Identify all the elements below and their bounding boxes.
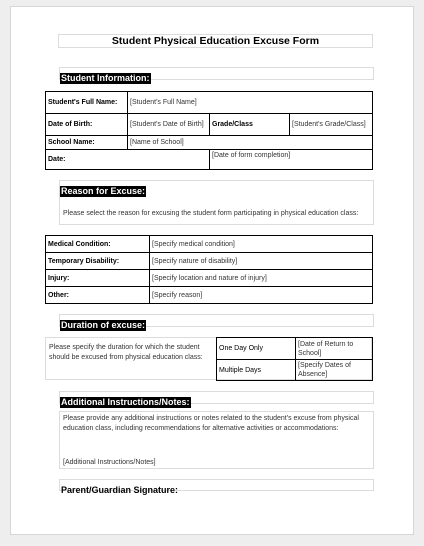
injury-label: Injury: [46, 270, 150, 287]
student-info-heading-box [59, 67, 374, 83]
date-field[interactable]: [Date of form completion] [210, 150, 373, 170]
student-name-field[interactable]: [Student's Full Name] [128, 92, 373, 114]
school-label: School Name: [46, 136, 128, 150]
additional-instruction: Please provide any additional instructions or notes related to the student's excuse from physical education class, including recommendations for alternative activities or accommodations: [63, 415, 359, 432]
duration-instruction: Please specify the duration for which the student should be excused from physical education class: [49, 344, 203, 361]
school-field[interactable]: [Name of School] [128, 136, 373, 150]
signature-heading: Parent/Guardian Signature: [61, 485, 179, 495]
student-name-label: Student's Full Name: [46, 92, 128, 114]
date-label: Date: [46, 150, 210, 170]
additional-notes-field[interactable]: [Additional Instructions/Notes] [63, 459, 156, 466]
form-title: Student Physical Education Excuse Form [58, 34, 373, 48]
grade-field[interactable]: [Student's Grade/Class] [290, 114, 373, 136]
signature-box [59, 479, 374, 495]
medical-condition-label: Medical Condition: [46, 236, 150, 253]
document-page [10, 6, 414, 535]
one-day-option[interactable]: One Day Only [217, 338, 296, 360]
duration-heading-box [59, 314, 374, 330]
reason-instruction: Please select the reason for excusing the student form participating in physical education class: [63, 210, 359, 217]
temporary-disability-label: Temporary Disability: [46, 253, 150, 270]
other-label: Other: [46, 287, 150, 304]
duration-heading: Duration of excuse: [61, 320, 146, 330]
student-info-heading: Student Information: [61, 73, 150, 83]
reason-table [45, 235, 373, 304]
additional-heading-box [59, 391, 374, 407]
reason-box [59, 180, 374, 225]
grade-label: Grade/Class [210, 114, 290, 136]
one-day-field[interactable]: [Date of Return to School] [296, 338, 373, 360]
reason-heading: Reason for Excuse: [61, 186, 146, 196]
duration-table [216, 337, 373, 381]
temporary-disability-field[interactable]: [Specify nature of disability] [150, 253, 373, 270]
multiple-days-option[interactable]: Multiple Days [217, 360, 296, 381]
other-field[interactable]: [Specify reason] [150, 287, 373, 304]
multiple-days-field[interactable]: [Specify Dates of Absence] [296, 360, 373, 381]
additional-heading: Additional Instructions/Notes: [61, 397, 190, 407]
injury-field[interactable]: [Specify location and nature of injury] [150, 270, 373, 287]
dob-label: Date of Birth: [46, 114, 128, 136]
dob-field[interactable]: [Student's Date of Birth] [128, 114, 210, 136]
medical-condition-field[interactable]: [Specify medical condition] [150, 236, 373, 253]
additional-box [59, 411, 374, 469]
student-info-table [45, 91, 373, 170]
